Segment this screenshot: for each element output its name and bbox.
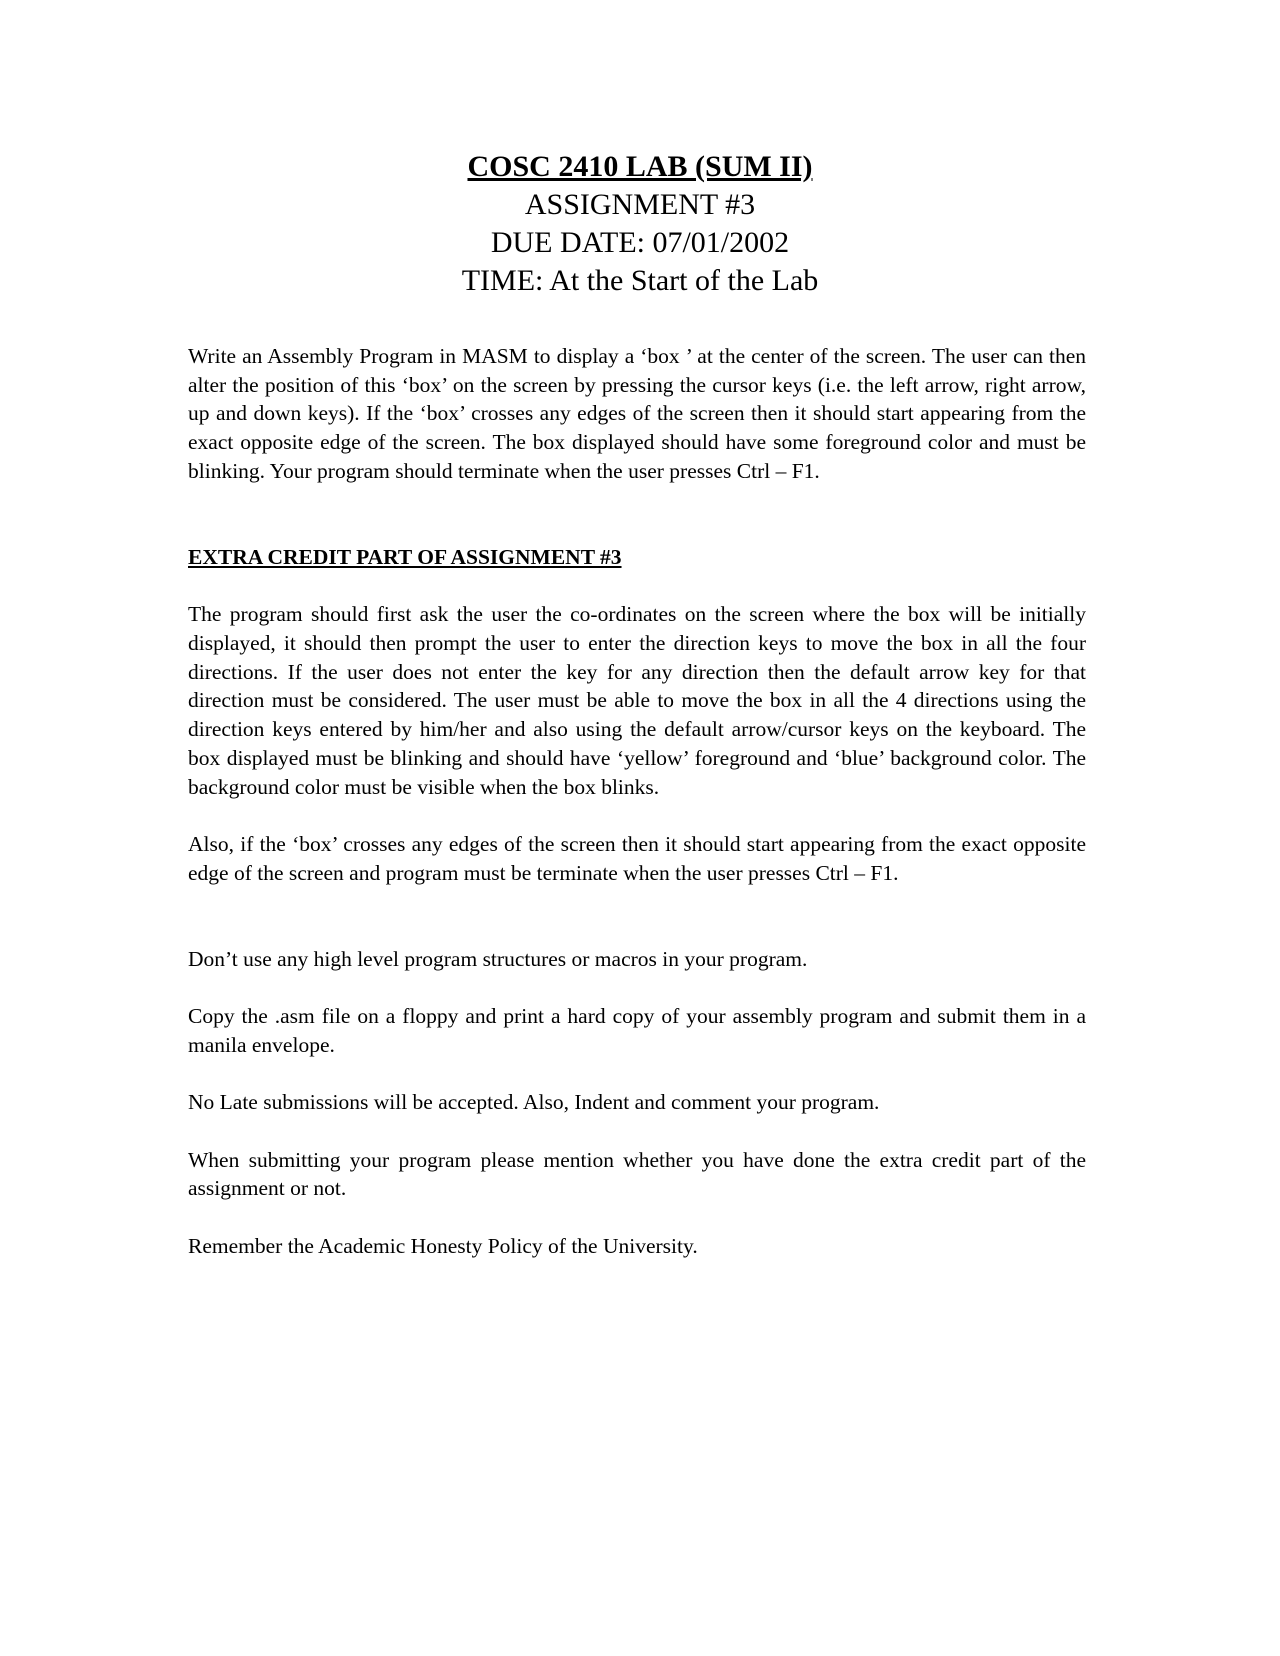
due-date: DUE DATE: 07/01/2002 bbox=[490, 226, 790, 259]
note-submit: When submitting your program please mention whether you have done the extra credit part of the assignment or not. bbox=[188, 1147, 1086, 1201]
assignment-title: ASSIGNMENT #3 bbox=[524, 188, 756, 221]
note-copy: Copy the .asm file on a floppy and print a hard copy of your assembly program and submit them in a manila envelope. bbox=[188, 1004, 1086, 1057]
extra-credit-paragraph-2: Also, if the ‘box’ crosses any edges of the screen then it should start appearing from the exact opposite edge of the screen and program must be terminate when the user presses Ctrl – F1. bbox=[188, 831, 1086, 885]
document-header bbox=[0, 148, 1280, 300]
note-macros: Don’t use any high level program structures or macros in your program. bbox=[188, 946, 808, 971]
due-time: TIME: At the Start of the Lab bbox=[461, 264, 819, 297]
extra-credit-heading: EXTRA CREDIT PART OF ASSIGNMENT #3 bbox=[188, 544, 622, 569]
intro-paragraph: Write an Assembly Program in MASM to display a ‘box ’ at the center of the screen. The user can then alter the position of this ‘box’ on the screen by pressing the cursor keys (i.e. the left arrow, right arrow, up and down keys). If the ‘box’ crosses any edges of the screen then it should start appearing from the exact opposite edge of the screen. The box displayed should have some foreground color and must be blinking. Your program should terminate when the user presses Ctrl – F1. bbox=[188, 344, 1086, 483]
extra-credit-paragraph-1: The program should first ask the user the co-ordinates on the screen where the box will be initially displayed, it should then prompt the user to enter the direction keys to move the box in all the four directions. If the user does not enter the key for any direction then the default arrow key for that direction must be considered. The user must be able to move the box in all the 4 directions using the direction keys entered by him/her and also using the default arrow/cursor keys on the keyboard. The box displayed must be blinking and should have ‘yellow’ foreground and ‘blue’ background color. The background color must be visible when the box blinks. bbox=[188, 602, 1086, 799]
note-late: No Late submissions will be accepted. Also, Indent and comment your program. bbox=[188, 1090, 880, 1115]
course-title: COSC 2410 LAB (SUM II) bbox=[467, 150, 813, 183]
note-honesty: Remember the Academic Honesty Policy of the University. bbox=[188, 1233, 698, 1258]
document-body bbox=[188, 342, 1086, 1260]
